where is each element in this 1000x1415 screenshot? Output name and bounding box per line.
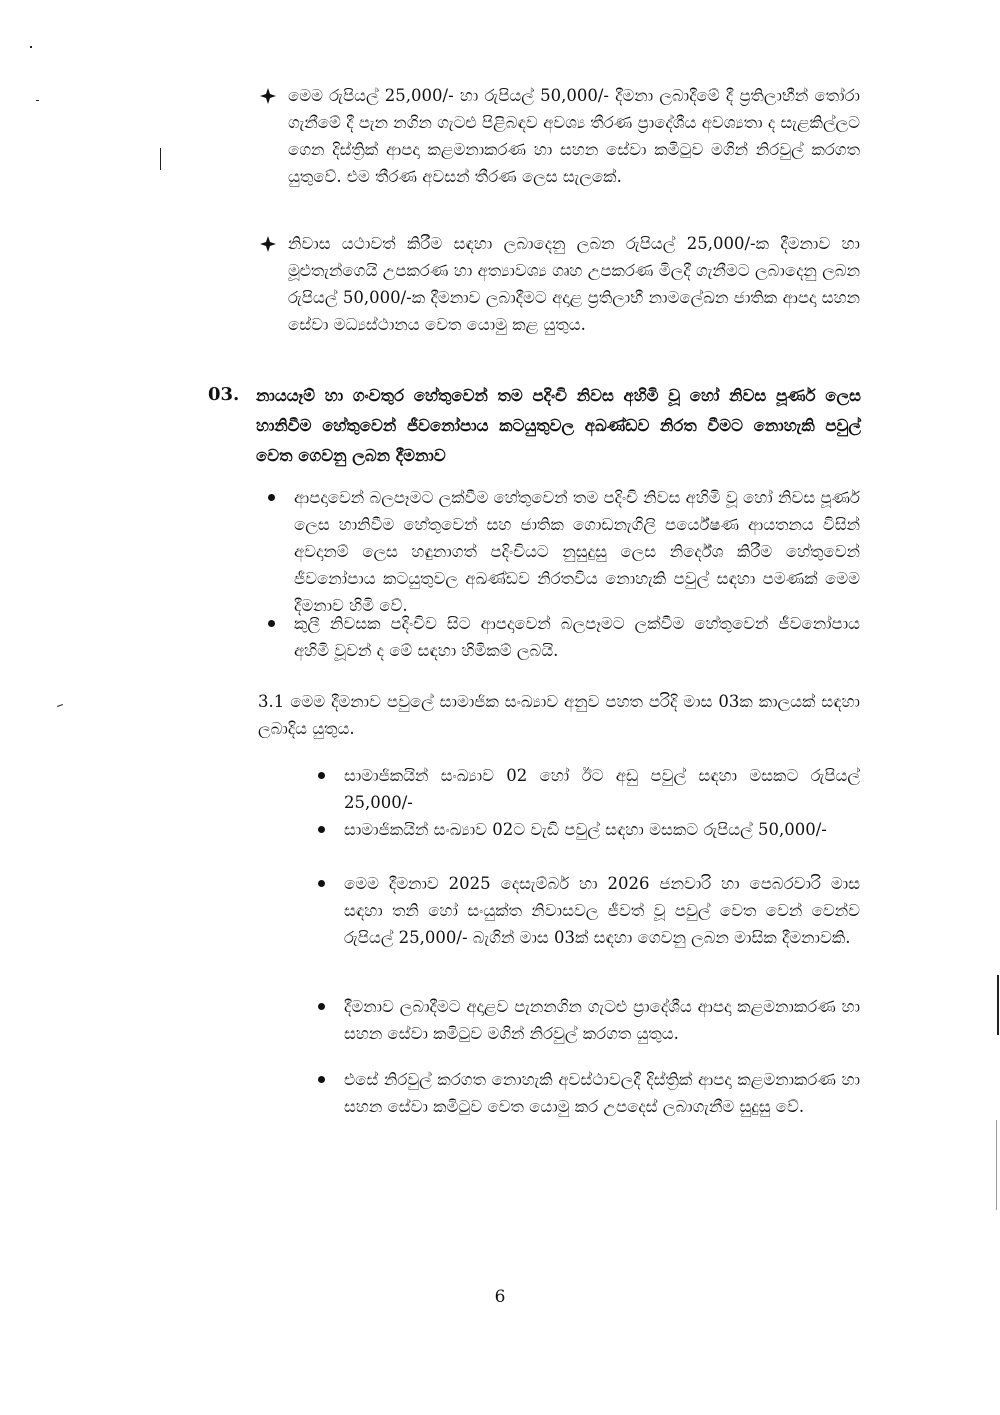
subsection-bullet-text: එසේ නිරවුල් කරගත නොහැකි අවස්ථාවලදී දිස්ත්‍රික් ආපදා කළමනාකරණ හා සහන සේවා කමිටුව වෙත යොමු කර උපදෙස් ලබාගැනීම සුදුසු වේ. [344,1070,860,1116]
subsection-bullet-text: සාමාජිකයින් සංඛ්‍යාව 02 හෝ ඊට අඩු පවුල් සඳහා මසකට රුපියල් 25,000/- [344,766,860,812]
dot-bullet-icon [318,772,325,779]
subsection-number: 3.1 [258,692,285,711]
subsection-bullet-text: සාමාජිකයින් සංඛ්‍යාව 02ට වැඩි පවුල් සඳහා මසකට රුපියල් 50,000/- [344,820,827,839]
section-bullet-text: කුලී නිවසක පදිංචිව සිට ආපදාවෙන් බලපෑමට ලක්වීම හේතුවෙන් ජීවනෝපාය අහිමි වූවන් ද මේ සඳහා හිමිකම් ලබයි. [294,614,860,660]
dot-bullet-icon [268,494,275,501]
intro-bullet-text: නිවාස යථාවත් කිරීම සඳහා ලබාදෙනු ලබන රුපියල් 25,000/-ක දීමනාව හා මූළුතැන්ගෙයි උපකරණ හා අත්‍යාවශ්‍ය ගෘහ උපකරණ මිලදී ගැනීමට ලබාදෙනු ලබන රුපියල් 50,000/-ක දීමනාව ලබාදීමට අදාළ ප්‍රතිලාභී නාමලේඛන ජාතික ආපදා සහන සේවා මධ්‍යස්ථානය වෙත යොමු කළ යුතුය. [288,234,860,334]
subsection-bullet-text: දීමනාව ලබාදීමට අදාළව පැනනගින ගැටළු ප්‍රාදේශීය ආපදා කළමනාකරණ හා සහන සේවා කමිටුව මගින් නිරවුල් කරගත යුතුය. [344,997,860,1043]
section-heading: නායයෑම් හා ගංවතුර හේතුවෙන් තම පදිංචි නිවස අහිමි වූ හෝ නිවස පූර්ණ ලෙස හානිවීම හේතුවෙන් ජීවනෝපාය කටයුතුවල අඛණ්ඩව නිරත වීමට නොහැකි පවුල් වෙත ගෙවනු ලබන දීමනාව [256,386,861,465]
dot-bullet-icon [318,1076,325,1083]
subsection-text: මෙම දීමනාව පවුලේ සාමාජික සංඛ්‍යාව අනුව පහත පරිදි මාස 03ක කාලයක් සඳහා ලබාදිය යුතුය. [258,692,860,738]
section-bullet-text: ආපදාවෙන් බලපෑමට ලක්වීම හේතුවෙන් තම පදිංචි නිවස අහිමි වූ හෝ නිවස පූර්ණ ලෙස හානිවීම හේතුවෙන් සහ ජාතික ගොඩනැගිලි පර්යේෂණ ආයතනය විසින් අවදානම් ලෙස හඳුනාගත් පදිංචියට නුසුදුසු ලෙස නිර්දේශ කිරීම හේතුවෙන් ජීවනෝපාය කටයුතුවල අඛණ්ඩව නිරතවිය නොහැකි පවුල් සඳහා පමණක් මෙම දීමනාව හිමි වේ. [294,488,860,615]
dot-bullet-icon [318,880,325,887]
section-number: 03. [208,384,240,405]
scan-edge-mark [997,975,999,1035]
subsection-3-1 [258,688,860,742]
scan-speck [57,704,63,707]
scan-speck [36,100,39,101]
scan-speck [160,148,161,170]
diamond-bullet-icon [258,234,278,254]
scan-edge-mark [996,1120,997,1210]
intro-bullet-text: මෙම රුපියල් 25,000/- හා රුපියල් 50,000/- දීමනා ලබාදීමේ දී ප්‍රතිලාභීන් තෝරා ගැනීමේ දී පැන නගින ගැටළු පිළිබඳව අවශ්‍ය තීරණ ප්‍රාදේශීය අවශ්‍යතා ද සැළකිල්ලට ගෙන දිස්ත්‍රික් ආපදා කළමනාකරණ හා සහන සේවා කමිටුව මගින් නිරවුල් කරගත යුතුවේ. එම තීරණ අවසන් තීරණ ලෙස සැලකේ. [288,86,860,186]
dot-bullet-icon [268,620,275,627]
subsection-bullet-text: මෙම දීමනාව 2025 දෙසැම්බර් හා 2026 ජනවාරි හා පෙබරවාරි මාස සඳහා තනි හෝ සංයුක්ත නිවාසවල ජීවත් වූ පවුල් වෙත වෙන් වෙන්ව රුපියල් 25,000/- බැගින් මාස 03ක් සඳහා ගෙවනු ලබන මාසික දීමනාවකි. [344,874,860,947]
dot-bullet-icon [318,1003,325,1010]
diamond-bullet-icon [258,86,278,106]
dot-bullet-icon [318,826,325,833]
scan-speck [30,46,32,48]
page-number: 6 [494,1287,506,1307]
